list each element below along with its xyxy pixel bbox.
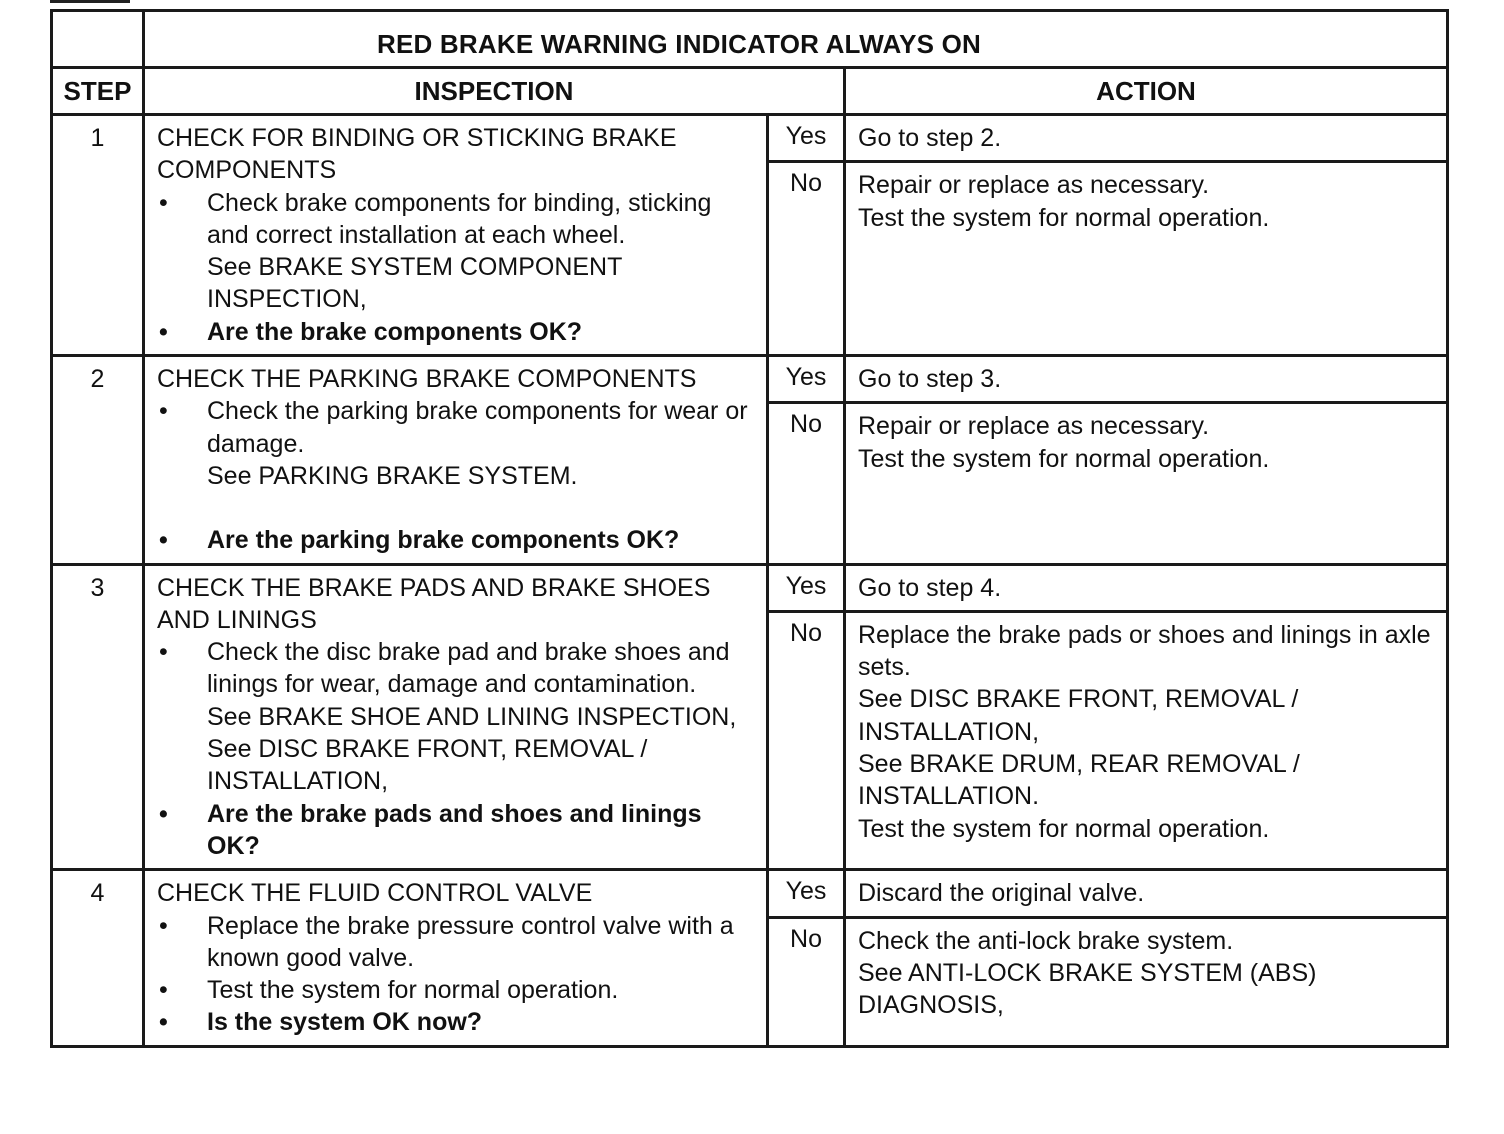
bullet-text: Test the system for normal operation. xyxy=(207,976,619,1005)
step-number: 3 xyxy=(52,564,144,870)
action-line: See ANTI-LOCK BRAKE SYSTEM (ABS) DIAGNOSIS, xyxy=(858,958,1317,1020)
bullet-marker: • xyxy=(159,638,168,667)
inspection-bullets xyxy=(157,187,758,348)
no-action xyxy=(845,917,1448,1046)
inspection-bullets xyxy=(157,395,758,556)
question-text: Is the system OK now? xyxy=(207,1008,483,1037)
step-number: 2 xyxy=(52,356,144,564)
step-1-yes-row xyxy=(52,115,1448,162)
inspection-question xyxy=(157,316,758,348)
no-label: No xyxy=(768,403,845,564)
yes-action: Discard the original valve. xyxy=(845,870,1448,917)
inspection-bullet xyxy=(157,636,758,797)
question-text: Are the parking brake components OK? xyxy=(207,526,680,555)
table-title: RED BRAKE WARNING INDICATOR ALWAYS ON xyxy=(377,28,981,59)
no-action xyxy=(845,611,1448,869)
step-2-inspection xyxy=(144,356,768,564)
inspection-header: INSPECTION xyxy=(144,68,845,115)
bullet-marker: • xyxy=(159,526,168,555)
bullet-marker: • xyxy=(159,317,168,346)
inspection-question xyxy=(157,798,758,863)
no-action xyxy=(845,403,1448,564)
inspection-bullet xyxy=(157,395,758,524)
no-label: No xyxy=(768,611,845,869)
bullet-text: Check the parking brake components for wear or damage. xyxy=(207,397,748,458)
question-text: Are the brake components OK? xyxy=(207,317,583,346)
yes-label: Yes xyxy=(768,356,845,403)
action-line: See DISC BRAKE FRONT, REMOVAL / INSTALLATION, xyxy=(858,685,1299,746)
inspection-bullet xyxy=(157,974,758,1006)
action-line: Repair or replace as necessary. xyxy=(858,412,1210,441)
reference-text: See DISC BRAKE FRONT, REMOVAL / INSTALLATION, xyxy=(207,735,648,796)
inspection-question xyxy=(157,1006,758,1038)
action-line: Check the anti-lock brake system. xyxy=(858,926,1234,955)
header-row xyxy=(52,68,1448,115)
yes-action: Go to step 3. xyxy=(845,356,1448,403)
bullet-marker: • xyxy=(159,397,168,426)
step-1-inspection xyxy=(144,115,768,356)
page-top-mark xyxy=(50,0,130,3)
diagnostic-table xyxy=(50,9,1449,1048)
step-heading: CHECK THE PARKING BRAKE COMPONENTS xyxy=(157,365,697,394)
reference-text: See BRAKE SHOE AND LINING INSPECTION, xyxy=(207,702,737,731)
yes-action: Go to step 4. xyxy=(845,564,1448,611)
inspection-bullet xyxy=(157,187,758,316)
reference-text: See BRAKE SYSTEM COMPONENT INSPECTION, xyxy=(207,253,622,314)
action-line: See BRAKE DRUM, REAR REMOVAL / INSTALLATION. xyxy=(858,750,1300,811)
inspection-question xyxy=(157,524,758,556)
reference-text: See PARKING BRAKE SYSTEM. xyxy=(207,461,578,490)
yes-label: Yes xyxy=(768,870,845,917)
step-3-inspection xyxy=(144,564,768,870)
yes-action: Go to step 2. xyxy=(845,115,1448,162)
step-heading: CHECK FOR BINDING OR STICKING BRAKE COMPONENTS xyxy=(157,124,677,185)
step-number: 1 xyxy=(52,115,144,356)
action-header: ACTION xyxy=(845,68,1448,115)
inspection-bullets xyxy=(157,910,758,1039)
action-line: Replace the brake pads or shoes and linings in axle sets. xyxy=(858,620,1431,682)
no-action xyxy=(845,162,1448,356)
bullet-text: Replace the brake pressure control valve with a known good valve. xyxy=(207,911,734,972)
yes-label: Yes xyxy=(768,564,845,611)
question-text: Are the brake pads and shoes and linings OK? xyxy=(207,799,702,860)
step-4-inspection xyxy=(144,870,768,1046)
bullet-marker: • xyxy=(159,976,168,1005)
step-4-yes-row xyxy=(52,870,1448,917)
bullet-marker: • xyxy=(159,799,168,828)
inspection-bullet xyxy=(157,910,758,975)
bullet-marker: • xyxy=(159,1008,168,1037)
blank-line xyxy=(207,492,758,524)
action-line: Test the system for normal operation. xyxy=(858,444,1270,473)
title-spacer-cell xyxy=(52,11,144,68)
title-cell xyxy=(144,11,1448,68)
inspection-bullets xyxy=(157,636,758,862)
action-line: Repair or replace as necessary. xyxy=(858,171,1210,200)
bullet-text: Check brake components for binding, sticking and correct installation at each wheel. xyxy=(207,188,712,249)
step-2-yes-row xyxy=(52,356,1448,403)
action-line: Test the system for normal operation. xyxy=(858,203,1270,232)
step-number: 4 xyxy=(52,870,144,1046)
title-row xyxy=(52,11,1448,68)
bullet-marker: • xyxy=(159,188,168,217)
step-heading: CHECK THE BRAKE PADS AND BRAKE SHOES AND LININGS xyxy=(157,573,711,634)
step-heading: CHECK THE FLUID CONTROL VALVE xyxy=(157,879,593,908)
bullet-text: Check the disc brake pad and brake shoes and linings for wear, damage and contamination. xyxy=(207,638,730,699)
step-header: STEP xyxy=(52,68,144,115)
step-3-yes-row xyxy=(52,564,1448,611)
yes-label: Yes xyxy=(768,115,845,162)
no-label: No xyxy=(768,917,845,1046)
action-line: Test the system for normal operation. xyxy=(858,814,1270,843)
bullet-marker: • xyxy=(159,911,168,940)
no-label: No xyxy=(768,162,845,356)
